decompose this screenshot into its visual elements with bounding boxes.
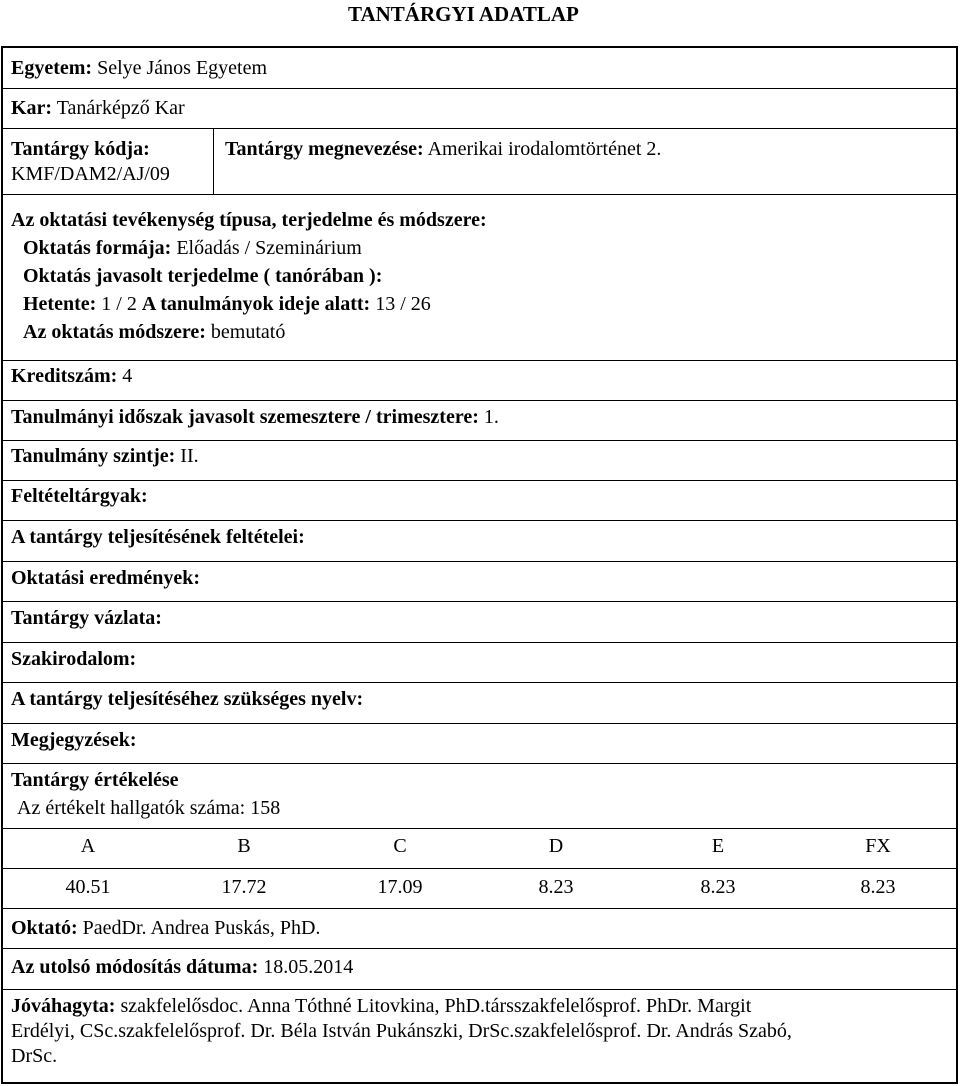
course-code-value: KMF/DAM2/AJ/09 bbox=[11, 163, 170, 185]
grade-header: A bbox=[80, 835, 96, 857]
grade-header: E bbox=[711, 835, 725, 857]
completion-conditions-row bbox=[3, 520, 956, 561]
activity-extent: Oktatás javasolt terjedelme ( tanórában ): bbox=[23, 265, 383, 287]
credits-row bbox=[3, 360, 956, 400]
faculty-row bbox=[3, 88, 956, 128]
grade-headers bbox=[3, 834, 956, 864]
outcomes-row bbox=[3, 561, 956, 601]
approval-line-1: Jóváhagyta: szakfelelősdoc. Anna Tóthné Litovkina, PhD.társszakfelelősprof. PhDr. Margit bbox=[11, 995, 752, 1017]
notes-label: Megjegyzések: bbox=[11, 729, 137, 751]
grade-percentage: 17.09 bbox=[377, 876, 423, 898]
instructor-value: PaedDr. Andrea Puskás, PhD. bbox=[82, 917, 321, 939]
course-code-row bbox=[3, 128, 956, 194]
prerequisites-row bbox=[3, 480, 956, 520]
university-label: Egyetem: bbox=[11, 57, 93, 79]
last-modified-label: Az utolsó módosítás dátuma: bbox=[11, 956, 259, 978]
grade-header: FX bbox=[865, 835, 891, 857]
activity-form: Oktatás formája: Előadás / Szeminárium bbox=[23, 237, 362, 259]
course-code-label: Tantárgy kódja: bbox=[11, 138, 150, 160]
course-name-value: Amerikai irodalomtörténet 2. bbox=[427, 138, 662, 160]
level-label: Tanulmány szintje: bbox=[11, 445, 176, 467]
level-row bbox=[3, 440, 956, 480]
language-row bbox=[3, 682, 956, 723]
faculty-value: Tanárképző Kar bbox=[56, 97, 185, 119]
completion-conditions-label: A tantárgy teljesítésének feltételei: bbox=[11, 526, 305, 548]
grade-percentage: 8.23 bbox=[860, 876, 896, 898]
prerequisites-label: Feltételtárgyak: bbox=[11, 485, 148, 507]
term-label: Tanulmányi időszak javasolt szemesztere / trimesztere: bbox=[11, 406, 479, 428]
activity-method: Az oktatás módszere: bemutató bbox=[23, 321, 286, 343]
level-value: II. bbox=[180, 445, 199, 467]
grade-percentage: 40.51 bbox=[65, 876, 111, 898]
instructor-label: Oktató: bbox=[11, 917, 78, 939]
instructor-row bbox=[3, 908, 956, 948]
literature-row bbox=[3, 642, 956, 682]
activity-heading: Az oktatási tevékenység típusa, terjedelme és módszere: bbox=[11, 209, 487, 231]
term-row bbox=[3, 400, 956, 440]
grade-percentage: 8.23 bbox=[700, 876, 736, 898]
evaluation-heading: Tantárgy értékelése bbox=[11, 769, 179, 791]
outcomes-label: Oktatási eredmények: bbox=[11, 567, 201, 589]
grade-header: B bbox=[237, 835, 251, 857]
university-value: Selye János Egyetem bbox=[97, 57, 268, 79]
approval-row bbox=[3, 989, 956, 1084]
page-title: TANTÁRGYI ADATLAP bbox=[348, 2, 579, 26]
outline-row bbox=[3, 601, 956, 642]
last-modified-value: 18.05.2014 bbox=[263, 956, 354, 978]
language-label: A tantárgy teljesítéséhez szükséges nyelv: bbox=[11, 688, 364, 710]
course-name-label: Tantárgy megnevezése: bbox=[225, 138, 424, 160]
university-row bbox=[3, 48, 956, 88]
grade-percentages bbox=[3, 875, 956, 905]
approval-line-2: Erdélyi, CSc.szakfelelősprof. Dr. Béla István Pukánszki, DrSc.szakfelelősprof. Dr. András Szabó, bbox=[11, 1020, 792, 1042]
evaluated-students: Az értékelt hallgatók száma: 158 bbox=[17, 797, 281, 819]
activity-row bbox=[3, 194, 956, 360]
grade-header: D bbox=[548, 835, 564, 857]
grade-percentage: 17.72 bbox=[221, 876, 267, 898]
last-modified-row bbox=[3, 948, 956, 989]
evaluation-row bbox=[3, 763, 956, 908]
grade-header: C bbox=[393, 835, 407, 857]
literature-label: Szakirodalom: bbox=[11, 648, 137, 670]
grade-percentage: 8.23 bbox=[538, 876, 574, 898]
outline-label: Tantárgy vázlata: bbox=[11, 607, 162, 629]
term-value: 1. bbox=[483, 406, 499, 428]
credits-value: 4 bbox=[122, 365, 133, 387]
course-data-sheet bbox=[1, 46, 958, 1084]
notes-row bbox=[3, 723, 956, 763]
approval-line-3: DrSc. bbox=[11, 1045, 58, 1067]
activity-hours: Hetente: 1 / 2 A tanulmányok ideje alatt: 13 / 26 bbox=[23, 293, 431, 315]
faculty-label: Kar: bbox=[11, 97, 53, 119]
credits-label: Kreditszám: bbox=[11, 365, 118, 387]
